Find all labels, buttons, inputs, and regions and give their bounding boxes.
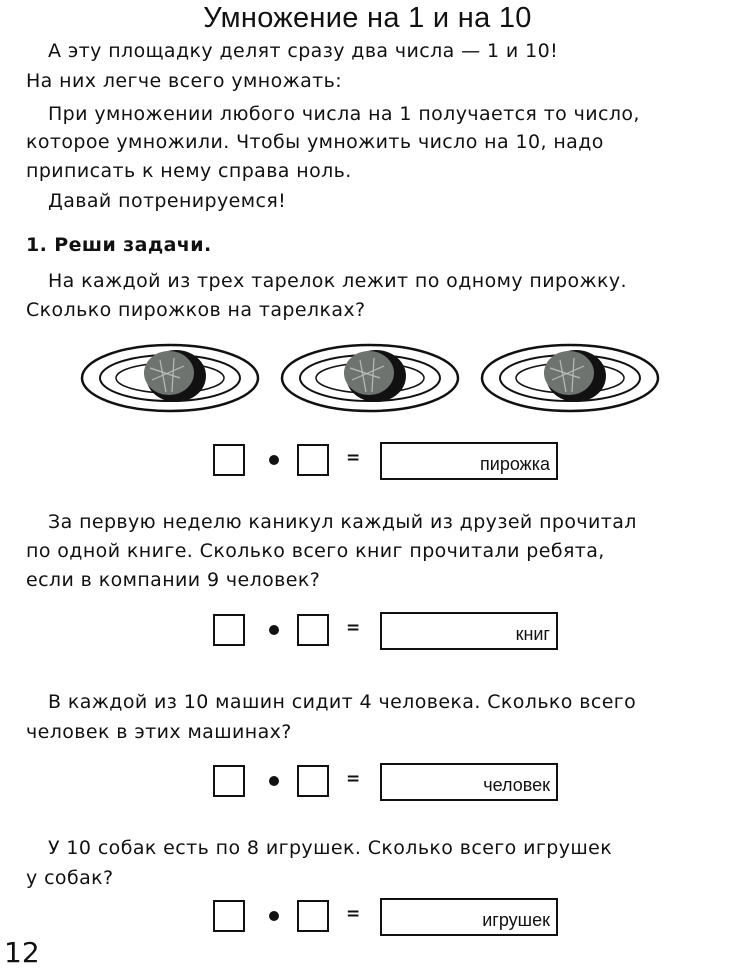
intro-line: При умножении любого числа на 1 получается то число, xyxy=(48,103,640,125)
answer-field[interactable] xyxy=(380,612,558,650)
equation-row xyxy=(213,442,563,482)
multiply-dot xyxy=(269,911,279,921)
answer-unit: игрушек xyxy=(482,910,550,930)
problem-text: у собак? xyxy=(26,867,114,889)
plate-with-pie-icon xyxy=(482,345,658,411)
multiply-dot xyxy=(269,625,279,635)
problem-text: если в компании 9 человек? xyxy=(26,569,321,591)
problem-text: человек в этих машинах? xyxy=(26,721,292,743)
plate-with-pie-icon xyxy=(282,345,458,411)
equals-sign: = xyxy=(346,618,361,638)
answer-unit: пирожка xyxy=(480,454,550,474)
problem-text: На каждой из трех тарелок лежит по одному пирожку. xyxy=(48,270,627,292)
intro-line: Давай потренируемся! xyxy=(48,190,287,212)
problem-text: В каждой из 10 машин сидит 4 человека. Сколько всего xyxy=(48,691,637,713)
answer-unit: человек xyxy=(483,775,550,795)
equation-row xyxy=(213,898,563,938)
problem-text: по одной книге. Сколько всего книг прочитали ребята, xyxy=(26,540,605,562)
problem-text: У 10 собак есть по 8 игрушек. Сколько всего игрушек xyxy=(48,837,613,859)
equation-row xyxy=(213,612,563,652)
problem-text: Сколько пирожков на тарелках? xyxy=(26,299,366,321)
task-heading: 1. Реши задачи. xyxy=(26,234,212,256)
intro-line: На них легче всего умножать: xyxy=(26,70,343,92)
page-number: 12 xyxy=(4,936,40,969)
multiply-dot xyxy=(269,455,279,465)
plates-illustration xyxy=(80,338,670,416)
factor-input[interactable] xyxy=(213,900,245,932)
factor-input[interactable] xyxy=(297,765,329,797)
equals-sign: = xyxy=(346,904,361,924)
equals-sign: = xyxy=(346,769,361,789)
equals-sign: = xyxy=(346,448,361,468)
problem-text: За первую неделю каникул каждый из друзей прочитал xyxy=(48,511,637,533)
factor-input[interactable] xyxy=(213,765,245,797)
factor-input[interactable] xyxy=(297,900,329,932)
answer-field[interactable] xyxy=(380,898,558,936)
intro-line: А эту площадку делят сразу два числа — 1 и 10! xyxy=(48,40,559,62)
factor-input[interactable] xyxy=(297,444,329,476)
plate-with-pie-icon xyxy=(82,345,258,411)
intro-line: приписать к нему справа ноль. xyxy=(26,160,352,182)
answer-field[interactable] xyxy=(380,763,558,801)
multiply-dot xyxy=(269,776,279,786)
page-title: Умножение на 1 и на 10 xyxy=(203,2,532,34)
factor-input[interactable] xyxy=(297,614,329,646)
factor-input[interactable] xyxy=(213,614,245,646)
answer-unit: книг xyxy=(515,624,550,644)
intro-line: которое умножили. Чтобы умножить число на 10, надо xyxy=(26,131,604,153)
equation-row xyxy=(213,763,563,803)
answer-field[interactable] xyxy=(380,442,558,480)
factor-input[interactable] xyxy=(213,444,245,476)
